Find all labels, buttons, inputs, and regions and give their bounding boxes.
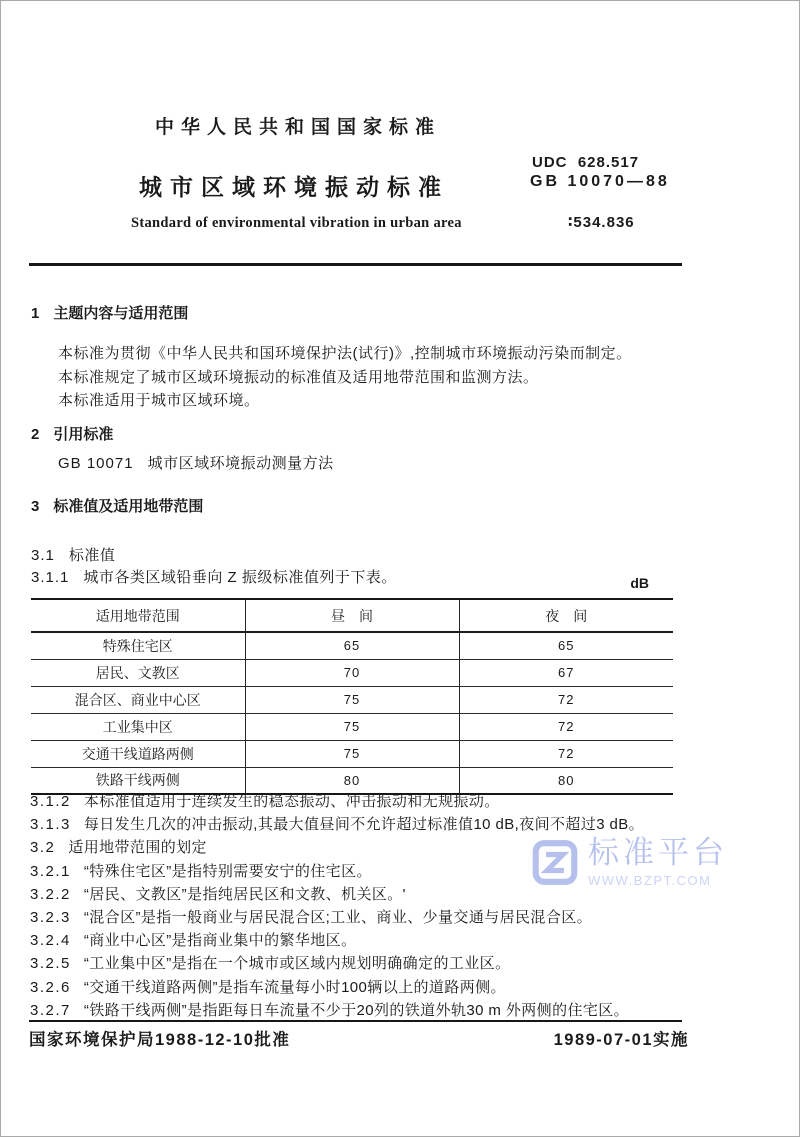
- clause-number: 3.1.2: [30, 793, 71, 810]
- column-header-area: 适用地带范围: [95, 607, 180, 624]
- night-value-cell: 72: [459, 740, 673, 767]
- clause-3-1: [31, 544, 115, 565]
- area-cell: 工业集中区: [102, 718, 173, 735]
- section-1-heading: [31, 302, 188, 323]
- document-title: 城市区域环境振动标准: [139, 174, 449, 200]
- area-cell: 特殊住宅区: [102, 637, 173, 654]
- clause-3-2-5: [30, 952, 644, 975]
- night-value-cell: 67: [459, 659, 673, 686]
- clause-3-2-7: [30, 999, 644, 1022]
- column-header-nighttime: 夜 间: [459, 599, 673, 632]
- referenced-standard: [58, 452, 334, 473]
- table-row: [31, 713, 673, 740]
- clause-text: “工业集中区”是指在一个城市或区域内规划明确确定的工业区。: [83, 955, 511, 973]
- day-value-cell: 75: [245, 686, 459, 713]
- table-header-row: [31, 599, 673, 632]
- area-cell: 铁路干线两侧: [95, 772, 180, 789]
- header-divider: [29, 263, 682, 266]
- clause-number: 3.1.1: [31, 569, 70, 586]
- clause-3-2: [30, 836, 644, 859]
- clause-3-2-3: [30, 906, 644, 929]
- clause-text: 城市各类区域铅垂向 Z 振级标准值列于下表。: [83, 569, 397, 586]
- referenced-standard-title: 城市区域环境振动测量方法: [147, 455, 334, 472]
- clause-text: “商业中心区”是指商业集中的繁华地区。: [83, 932, 357, 950]
- night-value-cell: 72: [459, 686, 673, 713]
- clause-text: 本标准值适用于连续发生的稳态振动、冲击振动和无规振动。: [83, 793, 500, 810]
- clause-text: 每日发生几次的冲击振动,其最大值昼间不允许超过标准值10 dB,夜间不超过3 dB。: [83, 816, 645, 834]
- udc-number: [532, 113, 639, 273]
- clauses-block: [30, 790, 644, 1022]
- table-row: [31, 740, 673, 767]
- clause-3-1-3: [30, 813, 644, 836]
- clause-3-2-1: [30, 860, 644, 883]
- paragraph: 本标准适用于城市区域环境。: [58, 392, 260, 409]
- paragraph: 本标准规定了城市区域环境振动的标准值及适用地带范围和监测方法。: [58, 369, 539, 386]
- udc-line2: ∶534.836: [568, 214, 635, 231]
- table-unit-label: dB: [630, 575, 649, 591]
- section-3-heading: [31, 495, 203, 516]
- clause-text: 适用地带范围的划定: [68, 839, 207, 857]
- section-number: 2: [31, 426, 40, 443]
- clause-number: 3.1.3: [30, 816, 71, 834]
- clause-3-2-4: [30, 929, 644, 952]
- approval-info: 国家环境保护局1988-12-10批准: [29, 1031, 291, 1049]
- clause-text: “混合区”是指一般商业与居民混合区;工业、商业、少量交通与居民混合区。: [83, 908, 593, 926]
- day-value-cell: 80: [245, 767, 459, 794]
- clause-3-2-2: [30, 883, 644, 906]
- implementation-date: 1989-07-01实施: [553, 1031, 689, 1049]
- day-value-cell: 65: [245, 632, 459, 659]
- clause-number: 3.2.2: [30, 885, 71, 903]
- watermark-url-text: WWW.BZPT.COM: [588, 873, 712, 888]
- section-title: 引用标准: [53, 426, 114, 443]
- clause-number: 3.2.6: [30, 978, 71, 996]
- day-value-cell: 75: [245, 713, 459, 740]
- watermark-brand-text: 标准平台: [588, 835, 728, 870]
- clause-number: 3.1: [31, 547, 55, 564]
- day-value-cell: 70: [245, 659, 459, 686]
- clause-number: 3.2.4: [30, 932, 71, 950]
- standard-values-table: [31, 598, 673, 795]
- clause-text: 标准值: [68, 547, 116, 564]
- clause-3-2-6: [30, 976, 644, 999]
- section-title: 主题内容与适用范围: [53, 305, 189, 322]
- clause-text: “居民、文教区”是指纯居民区和文教、机关区。': [83, 885, 406, 903]
- clause-number: 3.2.1: [30, 862, 71, 880]
- night-value-cell: 80: [459, 767, 673, 794]
- section-number: 1: [31, 305, 40, 322]
- clause-number: 3.2.7: [30, 1001, 71, 1019]
- english-title: Standard of environmental vibration in urban area: [131, 215, 462, 231]
- table-row: [31, 632, 673, 659]
- clause-number: 3.2.5: [30, 955, 71, 973]
- day-value-cell: 75: [245, 740, 459, 767]
- section-title: 标准值及适用地带范围: [53, 498, 204, 515]
- standard-number: GB 10070—88: [530, 173, 670, 190]
- udc-line1: UDC 628.517: [532, 154, 640, 171]
- clause-number: 3.2: [30, 839, 56, 857]
- night-value-cell: 72: [459, 713, 673, 740]
- table-row: [31, 659, 673, 686]
- night-value-cell: 65: [459, 632, 673, 659]
- table-row: [31, 686, 673, 713]
- section-number: 3: [31, 498, 40, 515]
- clause-text: “特殊住宅区”是指特别需要安宁的住宅区。: [83, 862, 372, 880]
- area-cell: 交通干线道路两侧: [81, 745, 194, 762]
- clause-text: “交通干线道路两侧”是指车流量每小时100辆以上的道路两侧。: [83, 978, 506, 996]
- area-cell: 混合区、商业中心区: [74, 691, 201, 708]
- area-cell: 居民、文教区: [95, 664, 180, 681]
- clause-number: 3.2.3: [30, 908, 71, 926]
- clause-text: “铁路干线两侧”是指距每日车流量不少于20列的铁道外轨30 m 外两侧的住宅区。: [83, 1001, 630, 1019]
- clause-3-1-2: [30, 790, 644, 813]
- section-2-heading: [31, 423, 113, 444]
- column-header-daytime: 昼 间: [245, 599, 459, 632]
- national-standard-label: 中华人民共和国国家标准: [155, 117, 442, 138]
- clause-3-1-1: [31, 566, 397, 587]
- referenced-standard-number: GB 10071: [58, 455, 134, 472]
- paragraph: 本标准为贯彻《中华人民共和国环境保护法(试行)》,控制城市环境振动污染而制定。: [58, 345, 632, 362]
